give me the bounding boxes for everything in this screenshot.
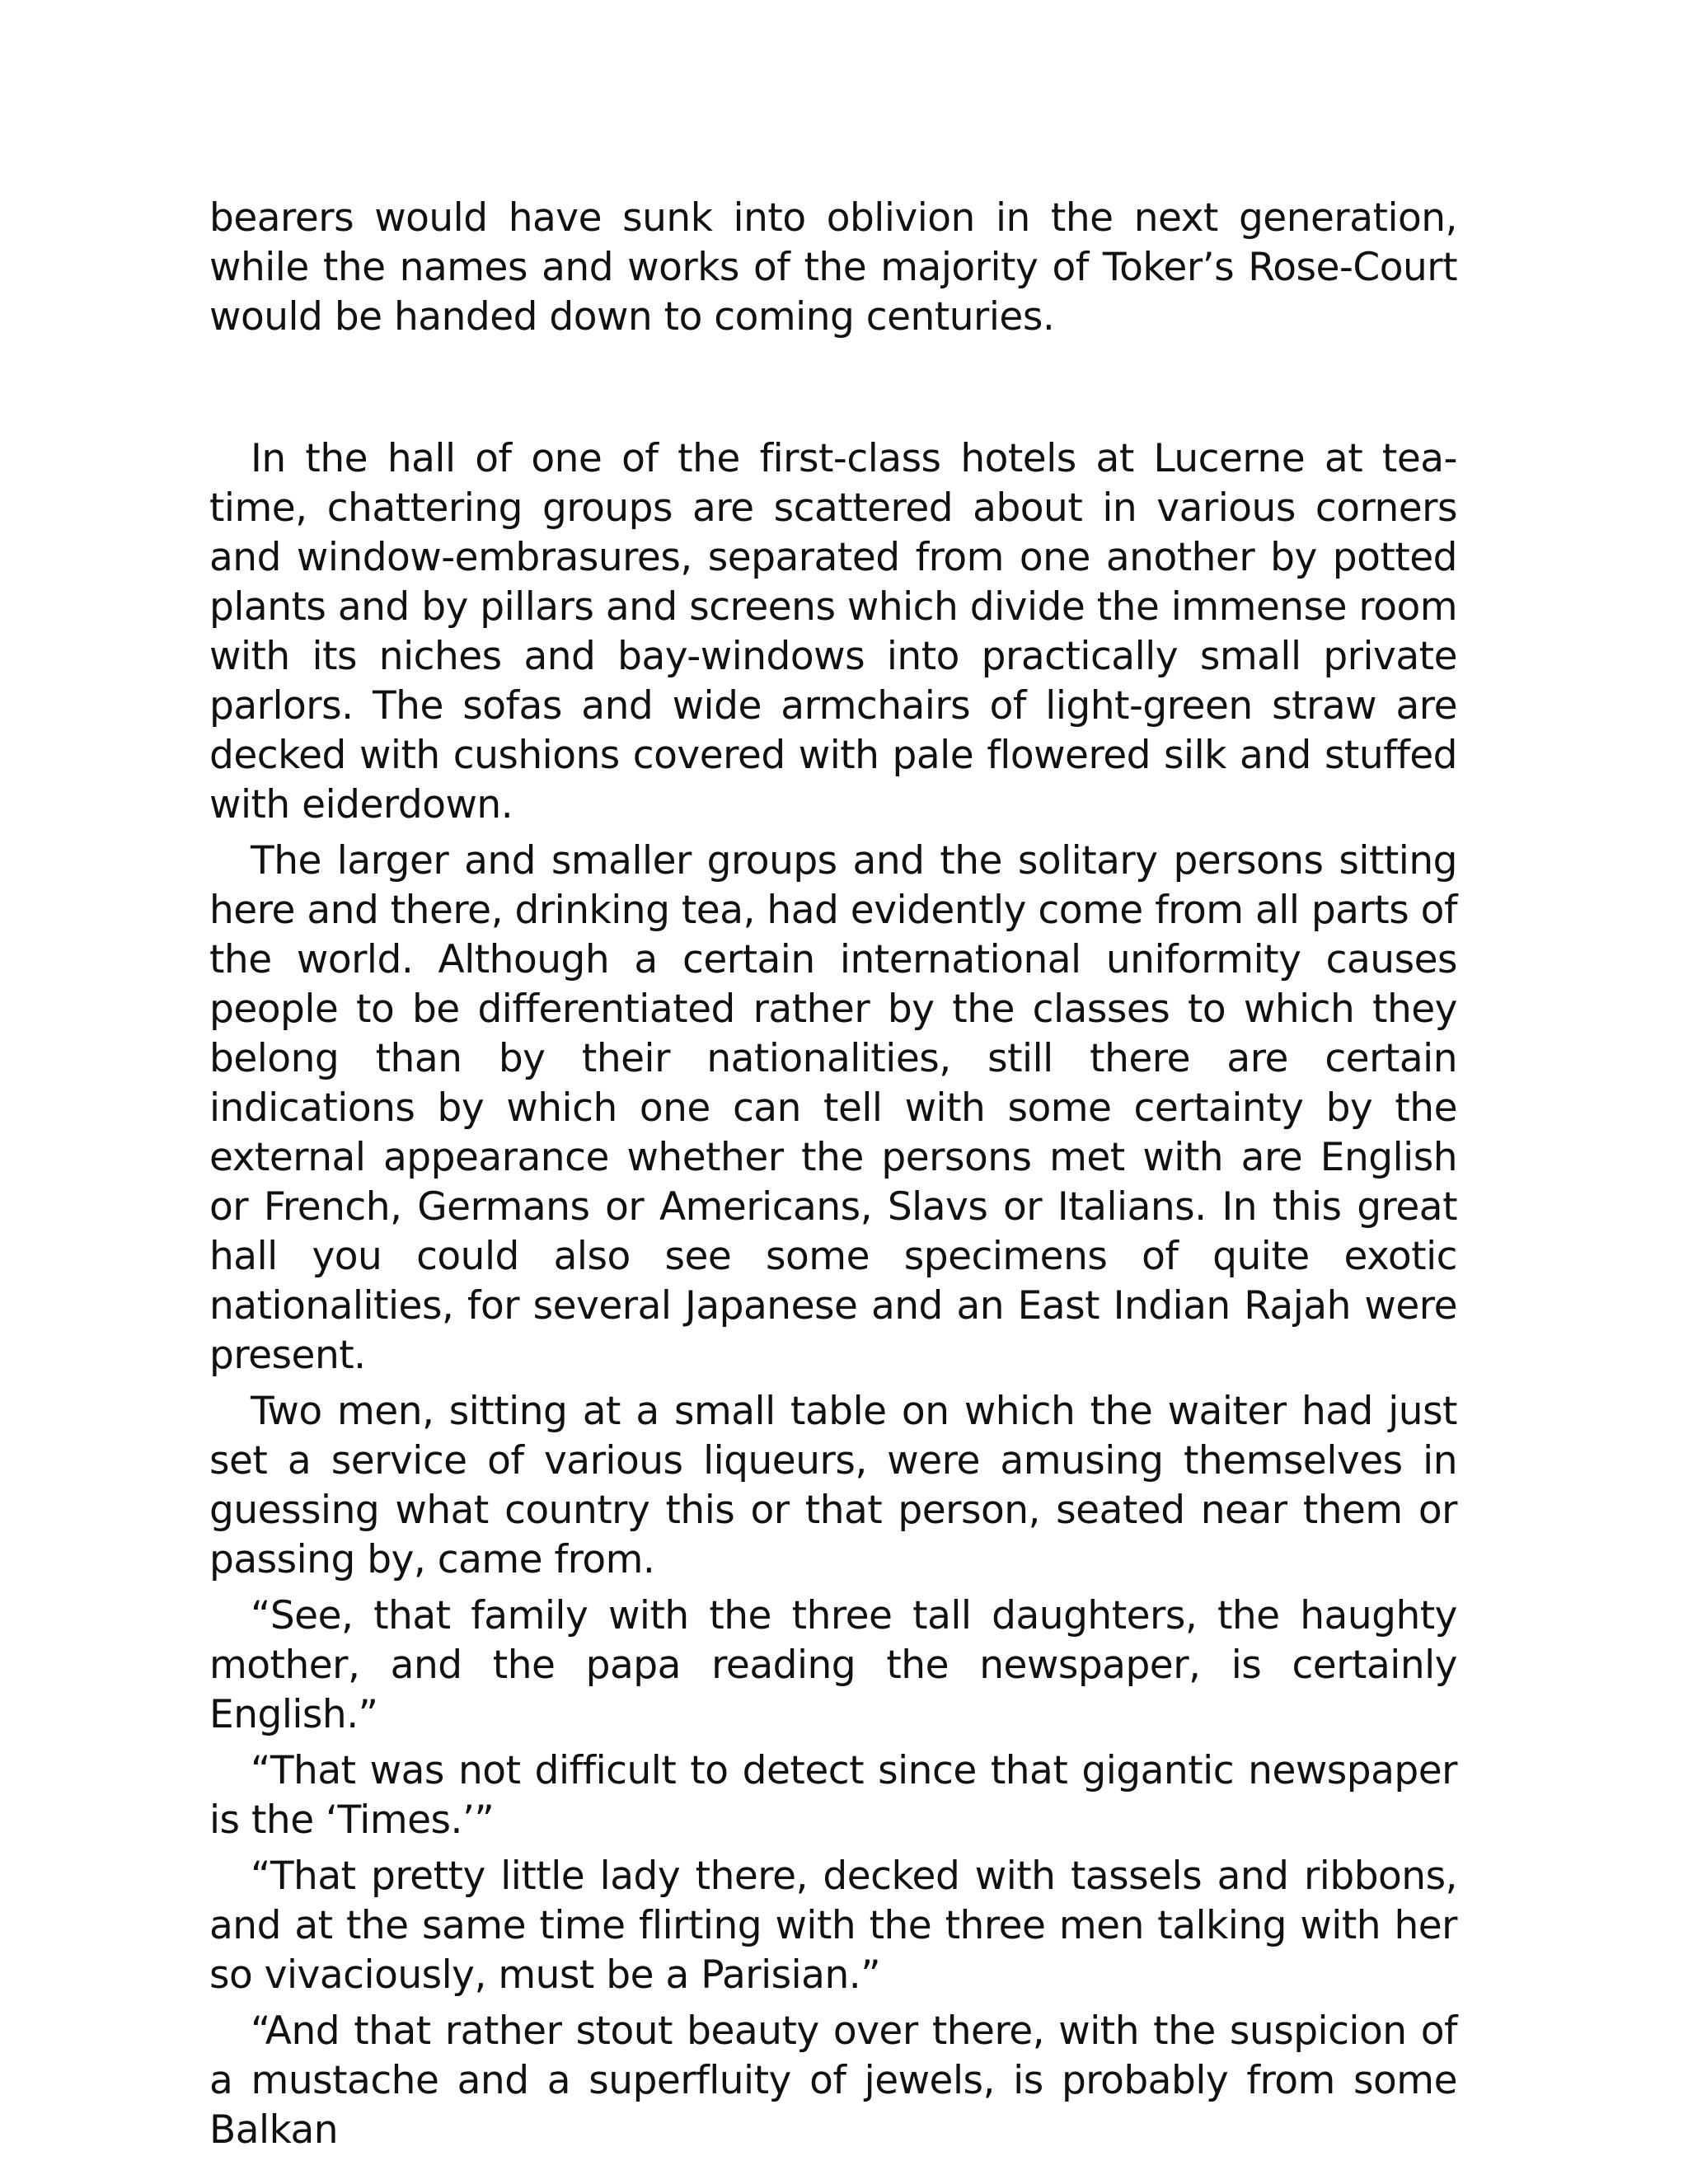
paragraph-continuation: bearers would have sunk into oblivion in the next generation, while the names and works of the majority of Toker’s Rose-Court would be handed down to coming centuries. xyxy=(209,195,1457,340)
page-text xyxy=(209,194,1457,2162)
paragraph: “That pretty little lady there, decked with tassels and ribbons, and at the same time flirting with the three men talking with her so vivaciously, must be a Parisian.” xyxy=(209,1854,1457,1998)
paragraph: In the hall of one of the first-class hotels at Lucerne at tea-time, chattering groups are scattered about in various corners and window-embrasures, separated from one another by potted plants and by pillars and screens which divide the immense room with its niches and bay-windows into practically small private parlors. The sofas and wide armchairs of light-green straw are decked with cushions covered with pale flowered silk and stuffed with eiderdown. xyxy=(209,436,1458,827)
paragraph: “And that rather stout beauty over there, with the suspicion of a mustache and a superfluity of jewels, is probably from some Balkan xyxy=(209,2008,1457,2153)
paragraph: “That was not difficult to detect since that gigantic newspaper is the ‘Times.’” xyxy=(209,1748,1457,1843)
paragraph: “See, that family with the three tall daughters, the haughty mother, and the papa reading the newspaper, is certainly English.” xyxy=(209,1593,1457,1737)
paragraph: The larger and smaller groups and the solitary persons sitting here and there, drinking tea, had evidently come from all parts of the world. Although a certain international uniformity causes people to be differentiated rather by the classes to which they belong than by their nationalities, still there are certain indications by which one can tell with some certainty by the external appearance whether the persons met with are English or French, Germans or Americans, Slavs or Italians. In this great hall you could also see some specimens of quite exotic nationalities, for several Japanese and an East Indian Rajah were present. xyxy=(209,838,1457,1378)
paragraph: Two men, sitting at a small table on which the waiter had just set a service of various liqueurs, were amusing themselves in guessing what country this or that person, seated near them or passing by, came from. xyxy=(209,1389,1457,1582)
